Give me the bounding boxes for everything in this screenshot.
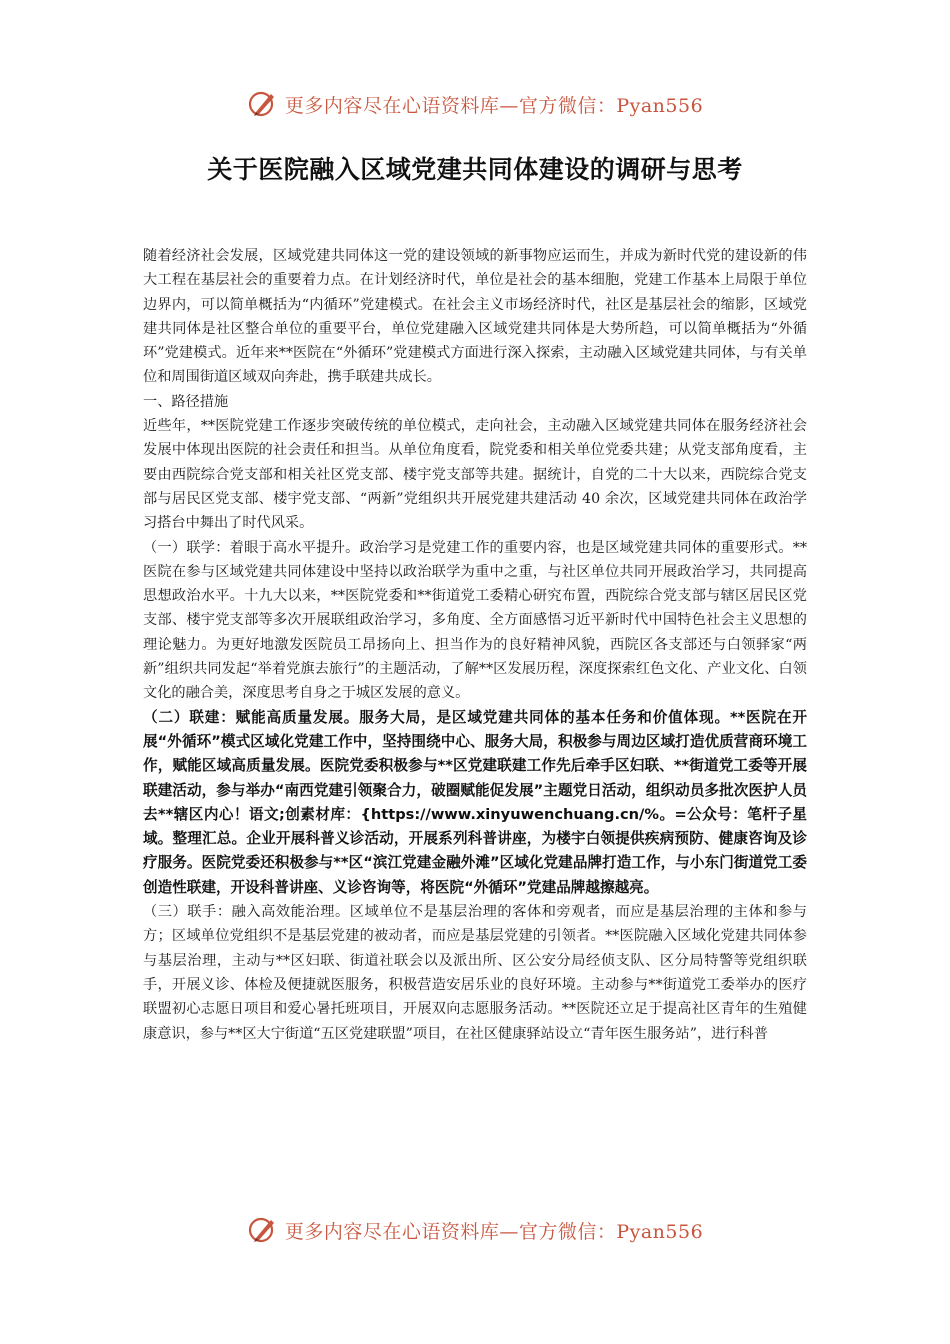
joint-study-paragraph: （一）联学：着眼于高水平提升。政治学习是党建工作的重要内容，也是区域党建共同体的重要形式。**医院在参与区域党建共同体建设中坚持以政治联学为重中之重，与社区单位共同开展政治学习，共同提高思想政治水平。十九大以来，**医院党委和**街道党工委精心研究布置，西院综合党支部与辖区居民区党支部、楼宇党支部等多次开展联组政治学习，多角度、全方面感悟习近平新时代中国特色社会主义思想的理论魅力。为更好地激发医院员工昂扬向上、担当作为的良好精神风貌，西院区各支部还与白领驿家“两新”组织共同发起“举着党旗去旅行”的主题活动，了解**区发展历程，深度探索红色文化、产业文化、白领文化的融合美，深度思考自身之于城区发展的意义。 [143, 539, 807, 702]
joint-build-paragraph: （二）联建：赋能高质量发展。服务大局，是区域党建共同体的基本任务和价值体现。**医院在开展“外循环”模式区域化党建工作中，坚持围绕中心、服务大局，积极参与周边区域打造优质营商环境工作，赋能区域高质量发展。医院党委积极参与**区党建联建工作先后牵手区妇联、**街道党工委等开展联建活动，参与举办“南西党建引领聚合力，破圈赋能促发展”主题党日活动，组织动员多批次医护人员去**辖区内心！语文;创素材库：{https://www.xinyuwenchuang.cn/%。=公众号：笔杆子星域。整理汇总。企业开展科普义诊活动，开展系列科普讲座，为楼宇白领提供疾病预防、健康咨询及诊疗服务。医院党委还积极参与**区“滨江党建金融外滩”区域化党建品牌打造工作，与小东门街道党工委创造性联建，开设科普讲座、义诊咨询等，将医院“外循环”党建品牌越擦越亮。 [143, 708, 807, 896]
section-heading: 一、路径措施 [143, 393, 229, 410]
joint-hands-paragraph: （三）联手：融入高效能治理。区域单位不是基层治理的客体和旁观者，而应是基层治理的主体和参与方；区域单位党组织不是基层党建的被动者，而应是基层党建的引领者。**医院融入区域化党建共同体参与基层治理，主动与**区妇联、街道社联会以及派出所、区公安分局经侦支队、区分局特警等党组织联手，开展义诊、体检及便捷就医服务，积极营造安居乐业的良好环境。主动参与**街道党工委举办的医疗联盟初心志愿日项目和爱心暑托班项目，开展双向志愿服务活动。**医院还立足于提高社区青年的生殖健康意识，参与**区大宁街道“五区党建联盟”项目，在社区健康驿站设立“青年医生服务站”，进行科普 [143, 904, 807, 1042]
intro-paragraph: 随着经济社会发展，区域党建共同体这一党的建设领域的新事物应运而生，并成为新时代党的建设新的伟大工程在基层社会的重要着力点。在计划经济时代，单位是社会的基本细胞，党建工作基本上局限于单位边界内，可以简单概括为“内循环”党建模式。在社会主义市场经济时代，社区是基层社会的缩影，区域党建共同体是社区整合单位的重要平台，单位党建融入区域党建共同体是大势所趋，可以简单概括为“外循环”党建模式。近年来**医院在“外循环”党建模式方面进行深入探索，主动融入区域党建共同体，与有关单位和周围街道区域双向奔赴，携手联建共成长。 [143, 248, 807, 386]
document-body [143, 244, 807, 1046]
banner-text: 更多内容尽在心语资料库—官方微信：Pyan556 [284, 1220, 704, 1243]
header-banner [0, 86, 950, 122]
banner-text: 更多内容尽在心语资料库—官方微信：Pyan556 [284, 94, 704, 117]
quill-pen-logo-icon [247, 1214, 279, 1246]
page-title: 关于医院融入区域党建共同体建设的调研与思考 [207, 155, 743, 184]
measures-paragraph: 近些年，**医院党建工作逐步突破传统的单位模式，走向社会，主动融入区域党建共同体在服务经济社会发展中体现出医院的社会责任和担当。从单位角度看，院党委和相关单位党委共建；从党支部角度看，主要由西院综合党支部和相关社区党支部、楼宇党支部等共建。据统计，自党的二十大以来，西院综合党支部与居民区党支部、楼宇党支部、“两新”党组织共开展党建共建活动 40 余次，区域党建共同体在政治学习搭台中舞出了时代风采。 [143, 418, 807, 532]
quill-pen-logo-icon [247, 88, 279, 120]
footer-banner [0, 1212, 950, 1248]
